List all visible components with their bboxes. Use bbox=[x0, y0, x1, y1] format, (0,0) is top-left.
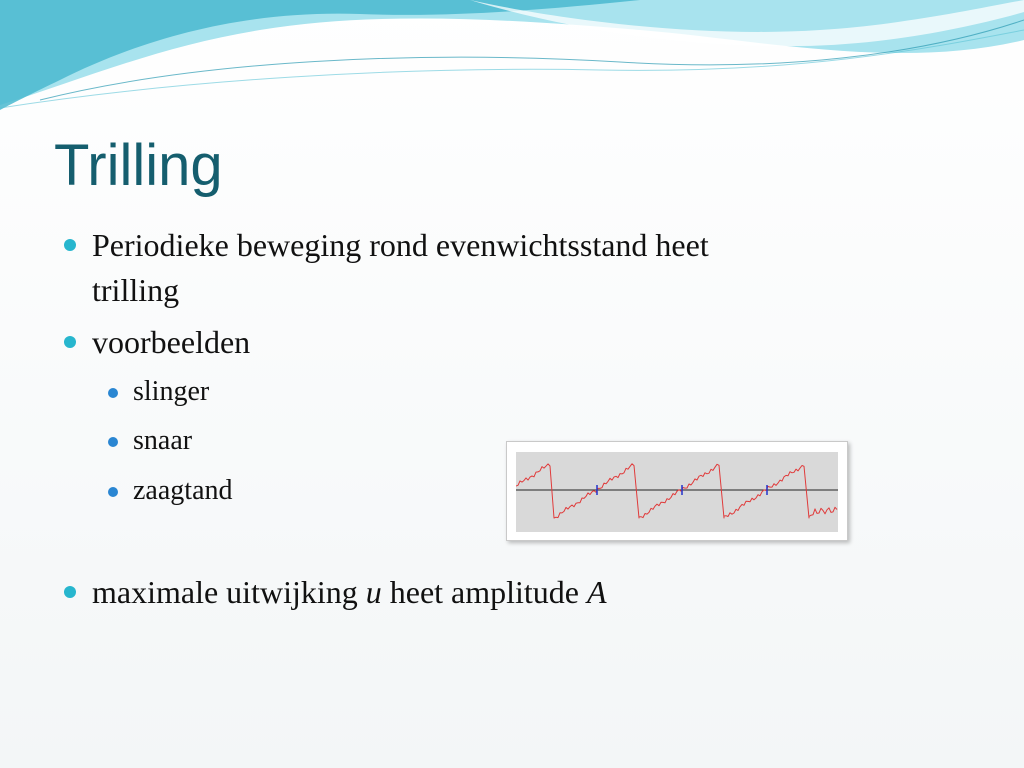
amplitude-text-1: maximale uitwijking bbox=[92, 574, 366, 610]
bullet-voorbeelden bbox=[92, 320, 250, 365]
variable-u: u bbox=[365, 574, 382, 610]
bullet-text-line2: trilling bbox=[92, 272, 180, 308]
slide-title: Trilling bbox=[54, 133, 223, 198]
subbullet-dot-icon bbox=[108, 437, 118, 447]
bullet-dot-icon bbox=[64, 586, 76, 598]
sawtooth-figure bbox=[506, 441, 848, 541]
subbullet-text: slinger bbox=[133, 376, 210, 407]
bullet-text bbox=[92, 574, 607, 610]
amplitude-text-2: heet amplitude bbox=[381, 574, 587, 610]
subbullet-text: snaar bbox=[133, 425, 193, 456]
subbullet-text: zaagtand bbox=[133, 475, 233, 506]
bullet-dot-icon bbox=[64, 336, 76, 348]
sawtooth-graph bbox=[516, 452, 838, 532]
subbullet-dot-icon bbox=[108, 487, 118, 497]
subbullet-dot-icon bbox=[108, 388, 118, 398]
bullet-dot-icon bbox=[64, 239, 76, 251]
bullet-text-line1: Periodieke beweging rond evenwichtsstand heet bbox=[92, 227, 709, 263]
variable-A: A bbox=[587, 574, 607, 610]
bullet-periodieke bbox=[92, 223, 709, 313]
subbullet-slinger bbox=[133, 374, 209, 410]
subbullet-zaagtand bbox=[133, 473, 233, 509]
bullet-amplitude bbox=[92, 570, 607, 615]
subbullet-snaar bbox=[133, 423, 192, 459]
bullet-text: voorbeelden bbox=[92, 324, 251, 360]
